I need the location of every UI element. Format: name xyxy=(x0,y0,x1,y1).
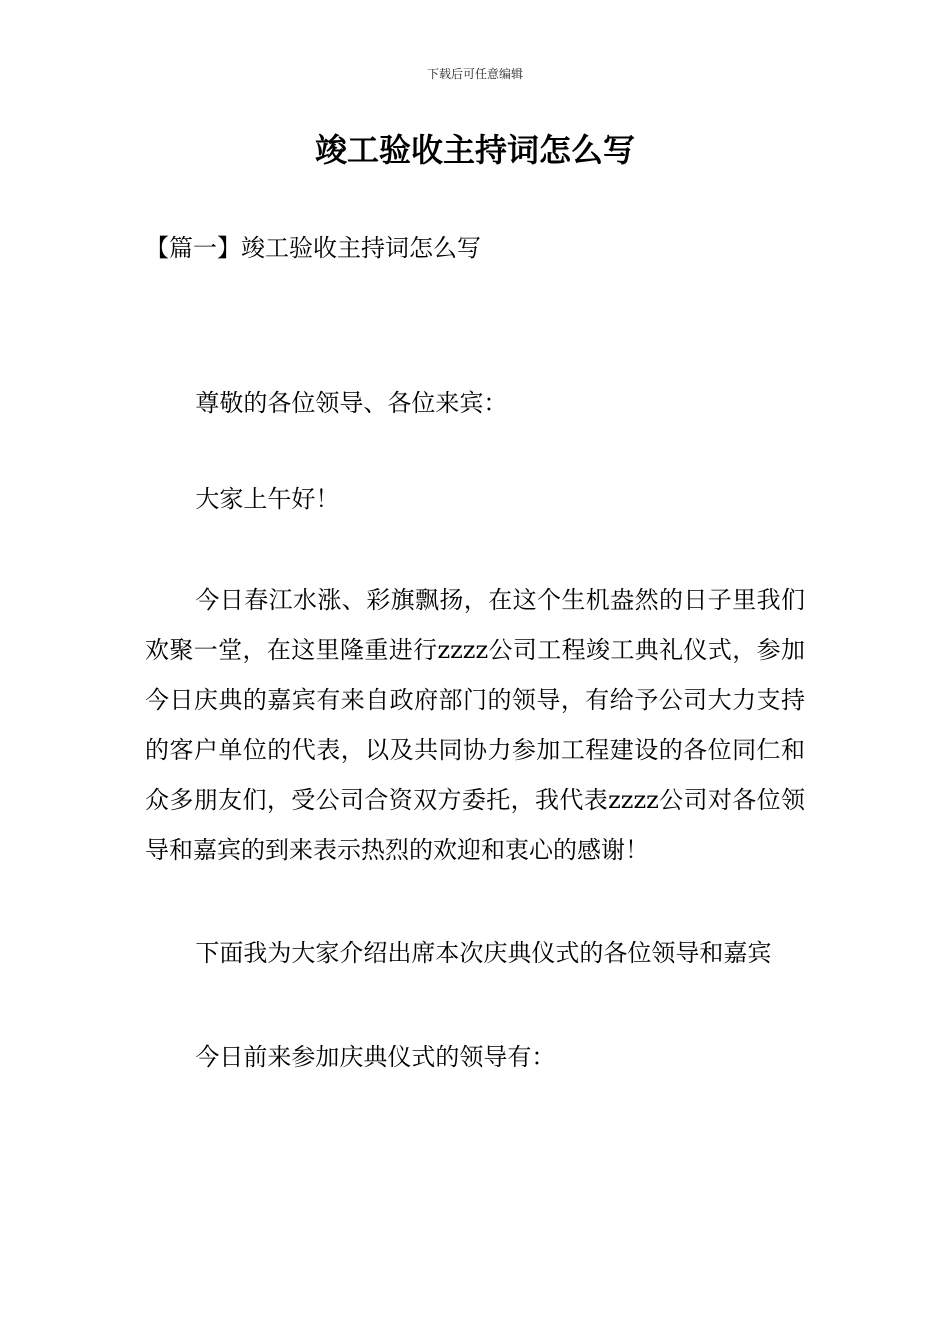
paragraph-greeting: 大家上午好！ xyxy=(195,485,340,513)
paragraph-introduction: 下面我为大家介绍出席本次庆典仪式的各位领导和嘉宾 xyxy=(195,939,772,967)
paragraph-leaders: 今日前来参加庆典仪式的领导有： xyxy=(195,1043,556,1071)
header-note: 下载后可任意编辑 xyxy=(426,67,523,81)
document-body xyxy=(145,378,805,1082)
paragraph-salutation: 尊敬的各位领导、各位来宾： xyxy=(195,389,508,417)
section-heading: 【篇一】竣工验收主持词怎么写 xyxy=(145,234,481,262)
document-title: 竣工验收主持词怎么写 xyxy=(314,131,635,169)
paragraph-welcome: 今日春江水涨、彩旗飘扬，在这个生机盎然的日子里我们欢聚一堂，在这里隆重进行zzzz公司工程竣工典礼仪式，参加今日庆典的嘉宾有来自政府部门的领导，有给予公司大力支持的客户单位的代表，以及共同协力参加工程建设的各位同仁和众多朋友们，受公司合资双方委托，我代表zzzz公司对各位领导和嘉宾的到来表示热烈的欢迎和衷心的感谢！ xyxy=(145,586,805,864)
